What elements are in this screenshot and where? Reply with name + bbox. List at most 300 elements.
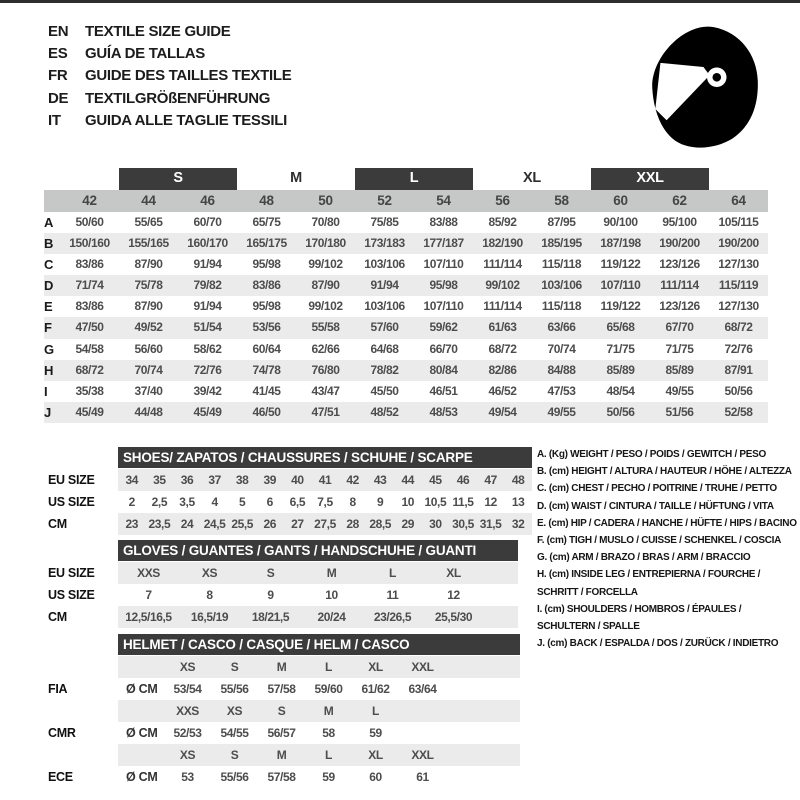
size-label: L xyxy=(325,748,332,762)
legend-item-h: H. (cm) INSIDE LEG / ENTREPIERNA / FOURCHE / SCHRITT / FORCELLA xyxy=(537,569,761,598)
cell-value: 48/54 xyxy=(606,383,635,398)
cell-value: 111/114 xyxy=(660,278,699,293)
size-label xyxy=(399,700,446,722)
cell-value: 47 xyxy=(484,473,497,487)
cell-value: 190/200 xyxy=(718,236,759,251)
size-label: XS xyxy=(179,748,196,762)
cell-value: 16,5/19 xyxy=(190,610,229,624)
cell-value: 7,5 xyxy=(317,495,333,509)
cell-value: 39/42 xyxy=(193,383,222,398)
cell-value: 48/52 xyxy=(370,404,399,419)
cell-value: 13 xyxy=(511,495,525,509)
cell-value: 59 xyxy=(322,770,335,784)
cell-value: 50/60 xyxy=(75,215,104,229)
cell-value: 57/58 xyxy=(267,682,296,696)
cell-value: 39 xyxy=(263,473,277,487)
size-header: 48 xyxy=(259,193,274,208)
row-letter: D xyxy=(44,278,54,294)
cell-value: 49/55 xyxy=(665,383,694,398)
size-label: S xyxy=(230,748,239,762)
table-row xyxy=(118,513,532,535)
cell-value: XL xyxy=(446,566,461,580)
cell-value: 160/170 xyxy=(187,236,228,251)
cell-value: 35/38 xyxy=(75,383,104,398)
gloves-table xyxy=(44,540,518,628)
cell-value: 68/72 xyxy=(724,320,753,335)
cell-value: 103/106 xyxy=(541,278,582,293)
table-row xyxy=(44,212,768,233)
row-letter: C xyxy=(44,257,54,273)
cell-value: 83/86 xyxy=(252,278,281,293)
cell-value: 65/75 xyxy=(252,215,281,229)
table-row xyxy=(118,469,532,491)
cell-value: 45 xyxy=(429,473,442,487)
legend-item-d: D. (cm) WAIST / CINTURA / TAILLE / HÜFTUNG / VITA xyxy=(537,500,774,512)
cell-value: 37/40 xyxy=(134,383,163,398)
legend-item-b: B. (cm) HEIGHT / ALTURA / HAUTEUR / HÖHE / ALTEZZA xyxy=(537,466,792,478)
cell-value: 46/50 xyxy=(252,404,281,419)
size-header: 52 xyxy=(377,193,392,208)
size-label: XXL xyxy=(411,748,434,762)
cell-value: 55/65 xyxy=(134,215,163,229)
language-code: EN xyxy=(48,22,69,40)
row-label: CM xyxy=(48,610,67,624)
guide-title: TEXTILE SIZE GUIDE xyxy=(85,22,231,40)
unit-spacer xyxy=(118,700,164,722)
cell-value: 45/50 xyxy=(370,383,399,398)
cell-value: 18/21,5 xyxy=(251,610,290,624)
cell-value: 85/89 xyxy=(665,362,694,377)
cell-value: 91/94 xyxy=(193,257,222,272)
unit-spacer xyxy=(118,744,164,766)
cell-value: 43/47 xyxy=(311,383,340,398)
cell-value: 56/57 xyxy=(267,726,296,740)
cell-value: 67/70 xyxy=(665,320,694,335)
cell-value: 59 xyxy=(369,726,382,740)
cell-value: 45/49 xyxy=(75,404,104,419)
legend-item-f: F. (cm) TIGH / MUSLO / CUISSE / SCHENKEL / COSCIA xyxy=(537,535,782,547)
size-header-spacer xyxy=(44,190,60,212)
cell-value: 24 xyxy=(180,517,194,531)
cell-value: 75/78 xyxy=(134,278,163,293)
table-row xyxy=(44,402,768,423)
cell-value: 12 xyxy=(484,495,497,509)
cell-value: 64/68 xyxy=(370,341,399,356)
cell-value: 58/62 xyxy=(193,341,222,356)
cell-value: 60 xyxy=(369,770,382,784)
cell-value: 60/70 xyxy=(193,215,222,229)
size-label: S xyxy=(230,660,239,674)
cell-value: 72/76 xyxy=(724,341,753,356)
shoes-table-title: SHOES/ ZAPATOS / CHAUSSURES / SCHUHE / SCARPE xyxy=(118,447,532,468)
row-letter: G xyxy=(44,341,55,357)
cell-value: 7 xyxy=(145,588,152,602)
cell-value: 52/53 xyxy=(173,726,202,740)
cell-value: 61 xyxy=(416,770,429,784)
language-code: DE xyxy=(48,89,69,107)
cell-value: 84/88 xyxy=(547,362,576,377)
cell-value: 37 xyxy=(208,473,221,487)
cell-value: 55/56 xyxy=(220,682,249,696)
row-label: EU SIZE xyxy=(48,566,95,580)
cell-value: 105/115 xyxy=(718,215,759,229)
row-label-spacer xyxy=(44,447,118,469)
row-label-spacer xyxy=(44,634,118,656)
cell-value: 41/45 xyxy=(252,383,281,398)
cell-value: 87/91 xyxy=(724,362,753,377)
cell-value: 165/175 xyxy=(246,236,287,251)
size-label: XXS xyxy=(176,704,199,718)
cell-value: 53/54 xyxy=(173,682,202,696)
cell-value: 76/80 xyxy=(311,362,340,377)
table-row xyxy=(118,678,520,700)
language-code: IT xyxy=(48,112,61,130)
cell-value: 60/64 xyxy=(252,341,281,356)
cell-value: 49/55 xyxy=(547,404,576,419)
size-header: 42 xyxy=(82,193,97,208)
cell-value: 65/68 xyxy=(606,320,635,335)
cell-value: 59/62 xyxy=(429,320,458,335)
legend-item-e: E. (cm) HIP / CADERA / HANCHE / HÜFTE / HIPS / BACINO xyxy=(537,517,797,529)
cell-value: 55/58 xyxy=(311,320,340,335)
cell-value: XXS xyxy=(137,566,160,580)
cell-value: 70/74 xyxy=(134,362,163,377)
size-header: 46 xyxy=(200,193,215,208)
cell-value: 107/110 xyxy=(600,278,641,293)
size-label: XL xyxy=(368,748,383,762)
cell-value: 71/74 xyxy=(75,278,104,293)
table-row xyxy=(118,491,532,513)
row-label-spacer xyxy=(44,744,118,766)
cell-value: 85/92 xyxy=(488,215,517,229)
cell-value: 127/130 xyxy=(718,257,759,272)
cell-value: 155/165 xyxy=(128,236,169,251)
size-label: XL xyxy=(368,660,383,674)
row-label-spacer xyxy=(44,656,118,678)
cell-value: 83/88 xyxy=(429,215,458,229)
top-rule xyxy=(0,0,800,3)
cell-value: 27 xyxy=(291,517,304,531)
row-letter: B xyxy=(44,236,54,252)
guide-title: GUIDA ALLE TAGLIE TESSILI xyxy=(85,112,287,130)
cell-value: 99/102 xyxy=(485,278,520,293)
cell-value: 87/95 xyxy=(547,215,576,229)
cell-value: 63/66 xyxy=(547,320,576,335)
measurement-legend xyxy=(537,446,800,652)
cell-value: 50/56 xyxy=(724,383,753,398)
cell-value: 170/180 xyxy=(305,236,346,251)
row-letter: A xyxy=(44,215,54,230)
cell-value: 47/51 xyxy=(311,404,340,419)
cell-value: 49/52 xyxy=(134,320,163,335)
size-group-label: M xyxy=(290,170,302,186)
legend-item-i: I. (cm) SHOULDERS / HOMBROS / ÉPAULES / SCHULTERN / SPALLE xyxy=(537,603,742,633)
size-group-label xyxy=(709,168,768,190)
cell-value: 75/85 xyxy=(370,215,399,229)
cell-value: 123/126 xyxy=(659,299,700,314)
cell-value: 103/106 xyxy=(364,299,405,314)
cell-value: 111/114 xyxy=(483,257,522,272)
cell-value: 59/60 xyxy=(314,682,343,696)
cell-value: 2,5 xyxy=(151,495,168,509)
cell-value: 46 xyxy=(456,473,470,487)
cell-value: 72/76 xyxy=(193,362,222,377)
cell-value: 6,5 xyxy=(289,495,306,509)
language-row xyxy=(48,110,291,132)
cell-value: 51/56 xyxy=(665,404,694,419)
table-row xyxy=(44,317,768,338)
cell-value: 85/89 xyxy=(606,362,635,377)
language-code: FR xyxy=(48,67,68,85)
standard-label: CMR xyxy=(48,726,76,740)
cell-value: 12,5/16,5 xyxy=(125,610,172,624)
cell-value: 41 xyxy=(318,473,332,487)
cell-value: 30,5 xyxy=(452,517,474,531)
legend-item-g: G. (cm) ARM / BRAZO / BRAS / ARM / BRACCIO xyxy=(537,552,751,564)
cell-value: 74/78 xyxy=(252,362,281,377)
table-row xyxy=(44,275,768,296)
cell-value: 177/187 xyxy=(423,236,464,251)
table-row xyxy=(118,722,520,744)
legend-item-a: A. (Kg) WEIGHT / PESO / POIDS / GEWITCH / PESO xyxy=(537,449,766,460)
size-label: M xyxy=(323,704,334,718)
row-letter: E xyxy=(44,299,53,315)
cell-value: 53 xyxy=(181,770,194,784)
size-header: 60 xyxy=(613,193,628,208)
cell-value: 56/60 xyxy=(134,341,163,356)
cell-value: 182/190 xyxy=(482,236,523,251)
cell-value: 35 xyxy=(153,473,166,487)
language-code: ES xyxy=(48,45,68,63)
cell-value: 10 xyxy=(325,588,338,602)
cell-value: 123/126 xyxy=(659,257,700,272)
cell-value: 57/60 xyxy=(370,320,399,335)
cell-value: 61/62 xyxy=(361,682,390,696)
cell-value: 107/110 xyxy=(423,299,464,314)
cell-value: 23 xyxy=(125,517,139,531)
cell-value: 68/72 xyxy=(488,341,517,356)
cell-value: 83/86 xyxy=(75,257,104,272)
row-label: EU SIZE xyxy=(48,473,95,487)
cell-value: 11,5 xyxy=(452,495,474,509)
cell-value: 185/195 xyxy=(541,236,582,251)
table-row xyxy=(44,360,768,381)
row-label-spacer xyxy=(44,540,118,562)
table-row xyxy=(44,381,768,402)
cell-value: 115/119 xyxy=(718,278,759,293)
cell-value: 173/183 xyxy=(364,236,405,251)
helmet-table xyxy=(44,634,520,788)
cell-value: 127/130 xyxy=(718,299,759,314)
row-label: CM xyxy=(48,517,67,531)
cell-value: 9 xyxy=(267,588,274,602)
cell-value: 107/110 xyxy=(423,257,464,272)
cell-value: 40 xyxy=(291,473,304,487)
cell-value: 51/54 xyxy=(193,320,222,335)
cell-value: 62/66 xyxy=(311,341,340,356)
size-header: 56 xyxy=(495,193,510,208)
cell-value: 54/55 xyxy=(220,726,249,740)
cell-value: 27,5 xyxy=(314,517,336,531)
unit-label: Ø CM xyxy=(126,682,158,696)
size-group-label: XXL xyxy=(591,168,709,190)
table-row xyxy=(44,296,768,317)
cell-value: 8 xyxy=(206,588,213,602)
unit-label: Ø CM xyxy=(126,726,158,740)
cell-value: 71/75 xyxy=(606,341,635,356)
cell-value: 50/56 xyxy=(606,404,635,419)
cell-value: 111/114 xyxy=(483,299,522,314)
cell-value: 79/82 xyxy=(193,278,222,293)
cell-value: 34 xyxy=(125,473,139,487)
size-group-label: L xyxy=(355,168,473,190)
cell-value: 95/98 xyxy=(429,278,458,293)
size-label: XS xyxy=(226,704,243,718)
table-row xyxy=(44,233,768,254)
cell-value: 58 xyxy=(322,726,335,740)
cell-value: 20/24 xyxy=(317,610,346,624)
cell-value: 95/98 xyxy=(252,257,281,272)
cell-value: 23,5 xyxy=(148,517,171,531)
cell-value: 119/122 xyxy=(600,257,641,272)
cell-value: 28 xyxy=(346,517,359,531)
cell-value: 48/53 xyxy=(429,404,458,419)
cell-value: 10 xyxy=(401,495,415,509)
standard-label: ECE xyxy=(48,770,73,784)
size-group-spacer xyxy=(44,168,60,190)
cell-value: 91/94 xyxy=(193,299,222,314)
cell-value: 8 xyxy=(349,495,356,509)
main-groups-row xyxy=(44,168,768,190)
row-label: US SIZE xyxy=(48,495,95,509)
cell-value: 3,5 xyxy=(179,495,195,509)
cell-value: 11 xyxy=(386,588,399,602)
cell-value: 42 xyxy=(346,473,359,487)
table-row xyxy=(118,766,520,788)
cell-value: 46/52 xyxy=(488,383,517,398)
guide-title: GUIDE DES TAILLES TEXTILE xyxy=(85,67,292,85)
main-rows xyxy=(44,212,768,423)
cell-value: 90/100 xyxy=(603,215,638,229)
main-sizes-row xyxy=(44,190,768,212)
cell-value: 115/118 xyxy=(541,299,582,314)
cell-value: 43 xyxy=(373,473,387,487)
cell-value: 99/102 xyxy=(308,299,343,314)
size-label: L xyxy=(372,704,379,718)
row-letter: I xyxy=(44,383,48,399)
table-row xyxy=(118,584,518,606)
cell-value: 82/86 xyxy=(488,362,517,377)
cell-value: 87/90 xyxy=(134,299,163,314)
cell-value: 44/48 xyxy=(134,404,163,419)
cell-value: 4 xyxy=(211,495,218,509)
cell-value: 28,5 xyxy=(369,517,392,531)
cell-value: 95/98 xyxy=(252,299,281,314)
cell-value: 57/58 xyxy=(267,770,296,784)
cell-value: 25,5 xyxy=(231,517,254,531)
cell-value: 55/56 xyxy=(220,770,249,784)
size-group-label: S xyxy=(119,168,237,190)
size-label: M xyxy=(276,660,287,674)
cell-value: 38 xyxy=(235,473,249,487)
sizes-row xyxy=(118,744,520,766)
cell-value: 45/49 xyxy=(193,404,222,419)
size-header: 44 xyxy=(141,193,156,208)
helmet-table-title: HELMET / CASCO / CASQUE / HELM / CASCO xyxy=(118,634,520,655)
cell-value: 53/56 xyxy=(252,320,281,335)
standard-label: FIA xyxy=(48,682,68,696)
cell-value: 12 xyxy=(447,588,460,602)
cell-value: M xyxy=(326,566,337,580)
table-row xyxy=(44,254,768,275)
cell-value: 61/63 xyxy=(488,320,517,335)
table-row xyxy=(118,606,518,628)
size-header: 64 xyxy=(731,193,746,208)
cell-value: 44 xyxy=(401,473,415,487)
size-label: L xyxy=(325,660,332,674)
cell-value: 54/58 xyxy=(75,341,104,356)
cell-value: 26 xyxy=(263,517,277,531)
cell-value: 83/86 xyxy=(75,299,104,314)
cell-value: L xyxy=(389,566,396,580)
cell-value: 9 xyxy=(377,495,384,509)
size-group-label: XL xyxy=(523,170,541,186)
cell-value: 187/198 xyxy=(600,236,641,251)
cell-value: 29 xyxy=(401,517,415,531)
size-label: M xyxy=(276,748,287,762)
language-row xyxy=(48,42,291,64)
row-letter: F xyxy=(44,320,52,336)
cell-value: 78/82 xyxy=(370,362,399,377)
row-letter: J xyxy=(44,404,52,420)
cell-value: 103/106 xyxy=(364,257,405,272)
cell-value: 95/100 xyxy=(662,215,697,229)
size-header: 54 xyxy=(436,193,451,208)
sizes-row xyxy=(118,656,520,678)
row-label-spacer xyxy=(44,700,118,722)
cell-value xyxy=(399,722,446,744)
cell-value: 31,5 xyxy=(479,517,502,531)
cell-value: 30 xyxy=(429,517,442,531)
cell-value: 150/160 xyxy=(69,236,110,251)
row-letter: H xyxy=(44,362,54,378)
cell-value: 24,5 xyxy=(203,517,226,531)
cell-value: 68/72 xyxy=(75,362,104,377)
size-header: 62 xyxy=(672,193,687,208)
cell-value: 32 xyxy=(511,517,525,531)
size-label: XS xyxy=(179,660,196,674)
size-label: S xyxy=(277,704,286,718)
gloves-table-title: GLOVES / GUANTES / GANTS / HANDSCHUHE / GUANTI xyxy=(118,540,518,561)
table-row xyxy=(44,339,768,360)
cell-value: 190/200 xyxy=(659,236,700,251)
cell-value: 23/26,5 xyxy=(373,610,412,624)
language-list xyxy=(48,20,291,132)
cell-value: 47/50 xyxy=(75,320,104,335)
legend-item-j: J. (cm) BACK / ESPALDA / DOS / ZURÜCK / INDIETRO xyxy=(537,638,779,650)
size-label: XXL xyxy=(411,660,434,674)
language-row xyxy=(48,20,291,42)
cell-value: 25,5/30 xyxy=(434,610,473,624)
cell-value: 6 xyxy=(266,495,273,509)
cell-value: 70/80 xyxy=(311,215,340,229)
guide-title: TEXTILGRÖßENFÜHRUNG xyxy=(85,89,271,107)
table-row xyxy=(118,562,518,584)
language-row xyxy=(48,87,291,109)
unit-label: Ø CM xyxy=(126,770,158,784)
cell-value: 66/70 xyxy=(429,341,458,356)
cell-value: 87/90 xyxy=(134,257,163,272)
